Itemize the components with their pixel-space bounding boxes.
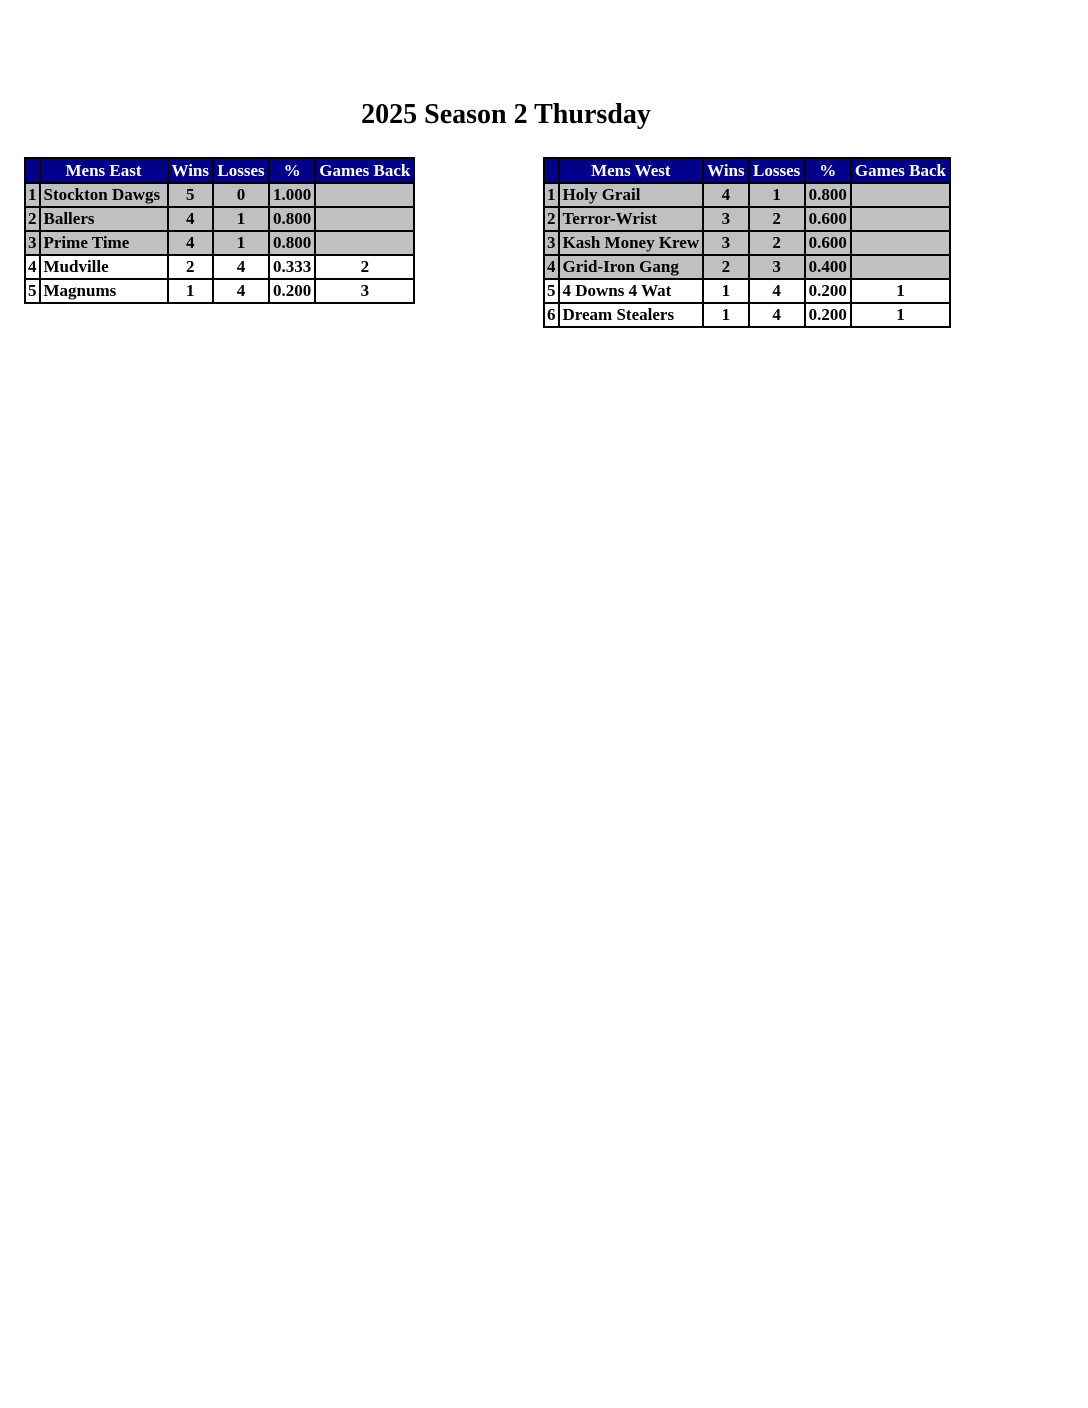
percent-cell: 0.800	[269, 207, 315, 231]
percent-cell: 0.800	[805, 183, 851, 207]
losses-cell: 1	[213, 231, 269, 255]
rank-cell: 1	[25, 183, 40, 207]
table-row	[544, 279, 950, 303]
wins-cell: 2	[703, 255, 749, 279]
team-name-cell: Stockton Dawgs	[40, 183, 168, 207]
table-row	[544, 231, 950, 255]
percent-cell: 1.000	[269, 183, 315, 207]
page-title: 2025 Season 2 Thursday	[361, 99, 651, 130]
games-back-cell: 1	[851, 303, 950, 327]
team-name-cell: Dream Stealers	[559, 303, 704, 327]
team-name-cell: Magnums	[40, 279, 168, 303]
rank-header	[25, 158, 40, 183]
games-back-cell: 2	[315, 255, 414, 279]
mens-west-standings-table	[543, 157, 951, 328]
losses-cell: 2	[749, 207, 805, 231]
losses-cell: 0	[213, 183, 269, 207]
wins-cell: 2	[168, 255, 214, 279]
games-back-cell	[315, 231, 414, 255]
team-name-cell: Mudville	[40, 255, 168, 279]
rank-cell: 2	[544, 207, 559, 231]
losses-cell: 4	[213, 279, 269, 303]
percent-cell: 0.333	[269, 255, 315, 279]
table-row	[544, 183, 950, 207]
rank-cell: 5	[544, 279, 559, 303]
losses-cell: 1	[749, 183, 805, 207]
wins-cell: 4	[168, 207, 214, 231]
table-row	[544, 255, 950, 279]
games-back-cell	[851, 207, 950, 231]
table-row	[544, 207, 950, 231]
percent-header: %	[805, 158, 851, 183]
mens-east-rows	[25, 183, 414, 303]
rank-cell: 3	[25, 231, 40, 255]
division-header: Mens East	[40, 158, 168, 183]
team-name-cell: 4 Downs 4 Wat	[559, 279, 704, 303]
wins-cell: 3	[703, 231, 749, 255]
team-name-cell: Terror-Wrist	[559, 207, 704, 231]
team-name-cell: Prime Time	[40, 231, 168, 255]
losses-cell: 3	[749, 255, 805, 279]
table-header-row	[544, 158, 950, 183]
percent-header: %	[269, 158, 315, 183]
losses-cell: 1	[213, 207, 269, 231]
rank-cell: 1	[544, 183, 559, 207]
percent-cell: 0.800	[269, 231, 315, 255]
losses-header: Losses	[213, 158, 269, 183]
rank-cell: 3	[544, 231, 559, 255]
team-name-cell: Ballers	[40, 207, 168, 231]
rank-cell: 5	[25, 279, 40, 303]
table-header-row	[25, 158, 414, 183]
losses-cell: 4	[749, 303, 805, 327]
losses-cell: 4	[749, 279, 805, 303]
rank-cell: 4	[544, 255, 559, 279]
wins-cell: 1	[168, 279, 214, 303]
losses-cell: 2	[749, 231, 805, 255]
percent-cell: 0.200	[805, 279, 851, 303]
rank-header	[544, 158, 559, 183]
games-back-cell	[315, 207, 414, 231]
wins-header: Wins	[703, 158, 749, 183]
team-name-cell: Kash Money Krew	[559, 231, 704, 255]
wins-cell: 4	[703, 183, 749, 207]
table-row	[25, 231, 414, 255]
table-row	[25, 183, 414, 207]
wins-cell: 1	[703, 303, 749, 327]
wins-cell: 5	[168, 183, 214, 207]
mens-west-rows	[544, 183, 950, 327]
table-row	[544, 303, 950, 327]
games-back-cell: 1	[851, 279, 950, 303]
percent-cell: 0.200	[805, 303, 851, 327]
table-row	[25, 279, 414, 303]
losses-cell: 4	[213, 255, 269, 279]
wins-header: Wins	[168, 158, 214, 183]
rank-cell: 6	[544, 303, 559, 327]
percent-cell: 0.400	[805, 255, 851, 279]
games-back-cell	[851, 255, 950, 279]
percent-cell: 0.200	[269, 279, 315, 303]
team-name-cell: Holy Grail	[559, 183, 704, 207]
team-name-cell: Grid-Iron Gang	[559, 255, 704, 279]
games-back-cell: 3	[315, 279, 414, 303]
percent-cell: 0.600	[805, 231, 851, 255]
games-back-header: Games Back	[315, 158, 414, 183]
games-back-cell	[851, 231, 950, 255]
games-back-cell	[315, 183, 414, 207]
table-row	[25, 207, 414, 231]
mens-east-standings-table	[24, 157, 415, 304]
rank-cell: 2	[25, 207, 40, 231]
wins-cell: 3	[703, 207, 749, 231]
losses-header: Losses	[749, 158, 805, 183]
games-back-cell	[851, 183, 950, 207]
table-row	[25, 255, 414, 279]
wins-cell: 1	[703, 279, 749, 303]
rank-cell: 4	[25, 255, 40, 279]
games-back-header: Games Back	[851, 158, 950, 183]
division-header: Mens West	[559, 158, 704, 183]
percent-cell: 0.600	[805, 207, 851, 231]
wins-cell: 4	[168, 231, 214, 255]
